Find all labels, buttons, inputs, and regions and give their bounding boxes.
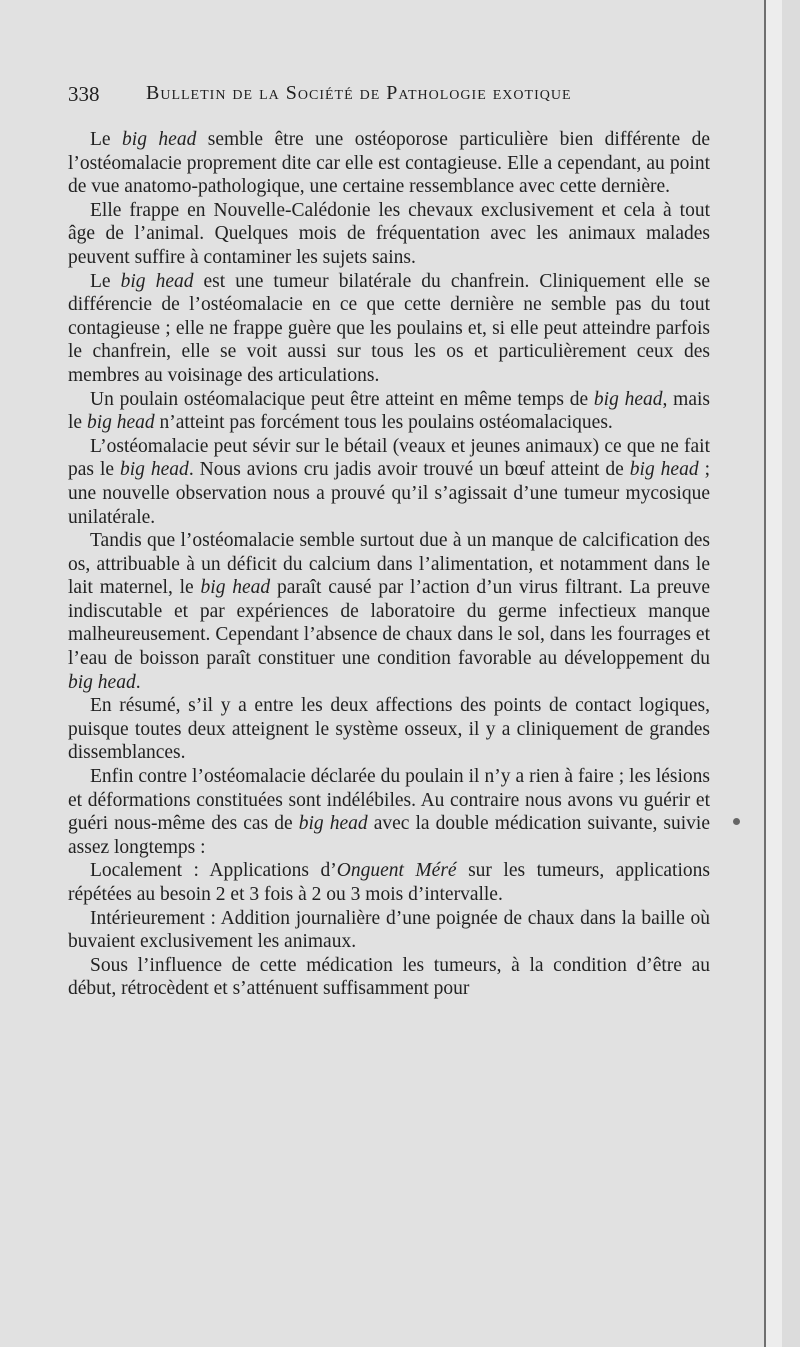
text-run: Un poulain ostéomalacique peut être atteint en même temps de (90, 388, 594, 410)
running-title: Bulletin de la Société de Pathologie exotique (146, 82, 572, 104)
paragraph (68, 270, 710, 388)
paragraph (68, 435, 710, 529)
text-run: . (135, 671, 141, 693)
text-run: Localement : Applications d’ (90, 860, 337, 882)
text-run: Elle frappe en Nouvelle-Calédonie les chevaux exclusivement et cela à tout âge de l’animal. Quelques mois de fréquentation avec les animaux malades peuvent suffire à contaminer les sujets sains. (68, 199, 710, 268)
paragraph (68, 765, 710, 859)
paragraph (68, 199, 710, 270)
text-run: Le (90, 270, 121, 292)
italic-term: big head (593, 388, 663, 410)
paragraph (68, 128, 710, 199)
text-run: L’ostéomalacie peut sévir sur le bétail (veaux et jeunes animaux) ce que ne fait pas le (68, 435, 710, 481)
italic-term: big head (122, 129, 197, 150)
article-body (68, 128, 710, 1001)
text-run: avec la double médication suivante, suivie assez longtemps : (68, 813, 711, 858)
text-run: Intérieurement : Addition journalière d’une poignée de chaux dans la baille où buvaient exclusivement les animaux. (68, 907, 710, 953)
italic-term: big head (68, 671, 136, 693)
italic-term: big head (120, 459, 189, 481)
page-edge (764, 0, 782, 1347)
page-number: 338 (68, 82, 100, 106)
text-run: Sous l’influence de cette médication les tumeurs, à la condition d’être au début, rétrocèdent et s’atténuent suffisamment pour (68, 954, 710, 1000)
paragraph (68, 907, 710, 954)
text-run: ; une nouvelle observation nous a prouvé qu’il s’agissait d’une tumeur mycosique unilatérale. (68, 459, 710, 528)
paragraph (68, 954, 710, 1001)
margin-speck (733, 818, 740, 825)
paragraph (68, 388, 710, 435)
text-run: semble être une ostéoporose particulière bien différente de l’ostéomalacie proprement dite car elle est contagieuse. Elle a cependant, au point de vue anatomo-pathologique, une certaine ressemblance avec cette dernière. (68, 129, 710, 198)
italic-term: big head (120, 270, 194, 292)
text-run: sur les tumeurs, applications répétées au besoin 2 et 3 fois à 2 ou 3 mois d’intervalle. (68, 860, 710, 905)
text-run: est une tumeur bilatérale du chanfrein. Cliniquement elle se différencie de l’ostéomalacie en ce que cette dernière ne semble pas du tout contagieuse ; elle ne frappe guère que les poulains et, si elle peut atteindre parfois le chanfrein, elle se voit aussi sur tous les os et particulièrement ceux des membres au voisinage des articulations. (68, 270, 710, 386)
paragraph (68, 694, 710, 765)
text-run: . Nous avions cru jadis avoir trouvé un bœuf atteint de (188, 459, 630, 481)
paragraph (68, 859, 710, 906)
text-run: En résumé, s’il y a entre les deux affections des points de contact logiques, puisque toutes deux atteignent le système osseux, il y a cliniquement de grandes dissemblances. (68, 695, 710, 764)
text-run: , mais le (68, 388, 710, 434)
italic-term: Onguent Méré (336, 860, 457, 882)
text-run: paraît causé par l’action d’un virus filtrant. La preuve indiscutable et par expériences de laboratoire du germe infectieux manque malheureusement. Cependant l’absence de chaux dans le sol, dans les fourrages et l’eau de boisson paraît constituer une condition favorable au développement du (68, 577, 711, 670)
italic-term: big head (629, 459, 699, 481)
italic-term: big head (86, 412, 155, 434)
paragraph (68, 529, 710, 694)
text-run: Enfin contre l’ostéomalacie déclarée du poulain il n’y a rien à faire ; les lésions et déformations constituées sont indélébiles. Au contraire nous avons vu guérir et guéri nous-même des cas de (68, 766, 710, 835)
text-run: n’atteint pas forcément tous les poulains ostéomalaciques. (154, 412, 613, 434)
text-run: Tandis que l’ostéomalacie semble surtout due à un manque de calcification des os, attribuable à un déficit du calcium dans l’alimentation, et notamment dans le lait maternel, le (68, 530, 710, 599)
italic-term: big head (298, 813, 368, 835)
text-run: Le (90, 129, 123, 150)
italic-term: big head (200, 577, 271, 599)
